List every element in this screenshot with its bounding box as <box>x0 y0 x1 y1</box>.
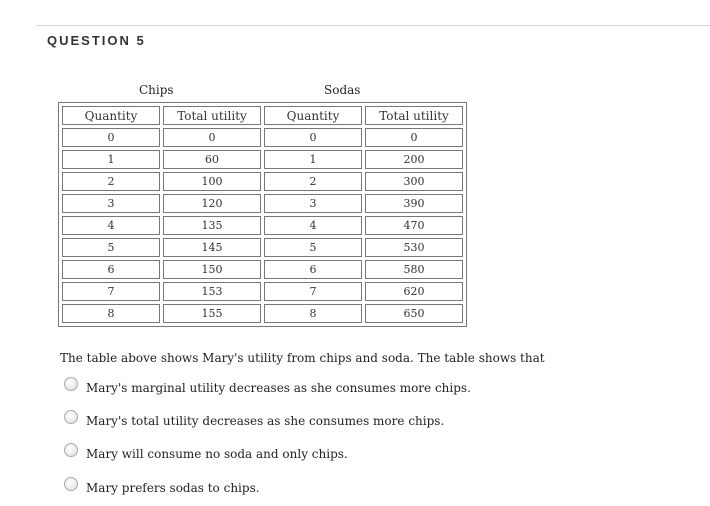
table-cell: 200 <box>365 150 463 169</box>
radio-button[interactable] <box>64 443 78 457</box>
header-cell: Total utility <box>365 106 463 125</box>
table-cell: 0 <box>62 128 160 147</box>
table-row <box>62 260 463 279</box>
table-cell: 2 <box>264 172 362 191</box>
table-cell: 7 <box>62 282 160 301</box>
table-cell: 4 <box>264 216 362 235</box>
table-cell: 6 <box>264 260 362 279</box>
table-cell: 3 <box>62 194 160 213</box>
question-title: QUESTION 5 <box>47 33 146 48</box>
table-cell: 580 <box>365 260 463 279</box>
table-cell: 5 <box>62 238 160 257</box>
table-cell: 7 <box>264 282 362 301</box>
option-label: Mary's total utility decreases as she consumes more chips. <box>86 414 445 428</box>
radio-button[interactable] <box>64 377 78 391</box>
table-cell: 150 <box>163 260 261 279</box>
table-row <box>62 194 463 213</box>
answer-option-3[interactable] <box>64 447 348 461</box>
table-cell: 60 <box>163 150 261 169</box>
table-cell: 620 <box>365 282 463 301</box>
table-cell: 530 <box>365 238 463 257</box>
table-cell: 650 <box>365 304 463 323</box>
table-cell: 0 <box>264 128 362 147</box>
table-cell: 155 <box>163 304 261 323</box>
table-cell: 1 <box>264 150 362 169</box>
table-cell: 0 <box>163 128 261 147</box>
option-label: Mary will consume no soda and only chips. <box>86 447 348 461</box>
table-cell: 3 <box>264 194 362 213</box>
chips-label: Chips <box>139 83 174 97</box>
table-row <box>62 282 463 301</box>
table-cell: 145 <box>163 238 261 257</box>
table-cell: 0 <box>365 128 463 147</box>
divider <box>36 25 710 26</box>
utility-table <box>58 102 467 327</box>
table-cell: 2 <box>62 172 160 191</box>
radio-button[interactable] <box>64 477 78 491</box>
table-cell: 120 <box>163 194 261 213</box>
table-cell: 153 <box>163 282 261 301</box>
table-cell: 135 <box>163 216 261 235</box>
table-cell: 470 <box>365 216 463 235</box>
table-row <box>62 304 463 323</box>
table-cell: 390 <box>365 194 463 213</box>
table-row <box>62 216 463 235</box>
table-row <box>62 150 463 169</box>
table-header-row <box>62 106 463 125</box>
sodas-label: Sodas <box>324 83 361 97</box>
header-cell: Quantity <box>264 106 362 125</box>
option-label: Mary's marginal utility decreases as she consumes more chips. <box>86 381 471 395</box>
header-cell: Quantity <box>62 106 160 125</box>
table-cell: 4 <box>62 216 160 235</box>
answer-option-1[interactable] <box>64 381 471 395</box>
table-row <box>62 172 463 191</box>
answer-option-2[interactable] <box>64 414 444 428</box>
table-cell: 5 <box>264 238 362 257</box>
table-cell: 300 <box>365 172 463 191</box>
table-cell: 8 <box>264 304 362 323</box>
table-cell: 1 <box>62 150 160 169</box>
option-label: Mary prefers sodas to chips. <box>86 481 260 495</box>
radio-button[interactable] <box>64 410 78 424</box>
header-cell: Total utility <box>163 106 261 125</box>
answer-option-4[interactable] <box>64 481 260 495</box>
table-row <box>62 238 463 257</box>
table-cell: 100 <box>163 172 261 191</box>
table-cell: 6 <box>62 260 160 279</box>
question-prompt: The table above shows Mary's utility from chips and soda. The table shows that <box>60 351 545 365</box>
table-row <box>62 128 463 147</box>
table-cell: 8 <box>62 304 160 323</box>
